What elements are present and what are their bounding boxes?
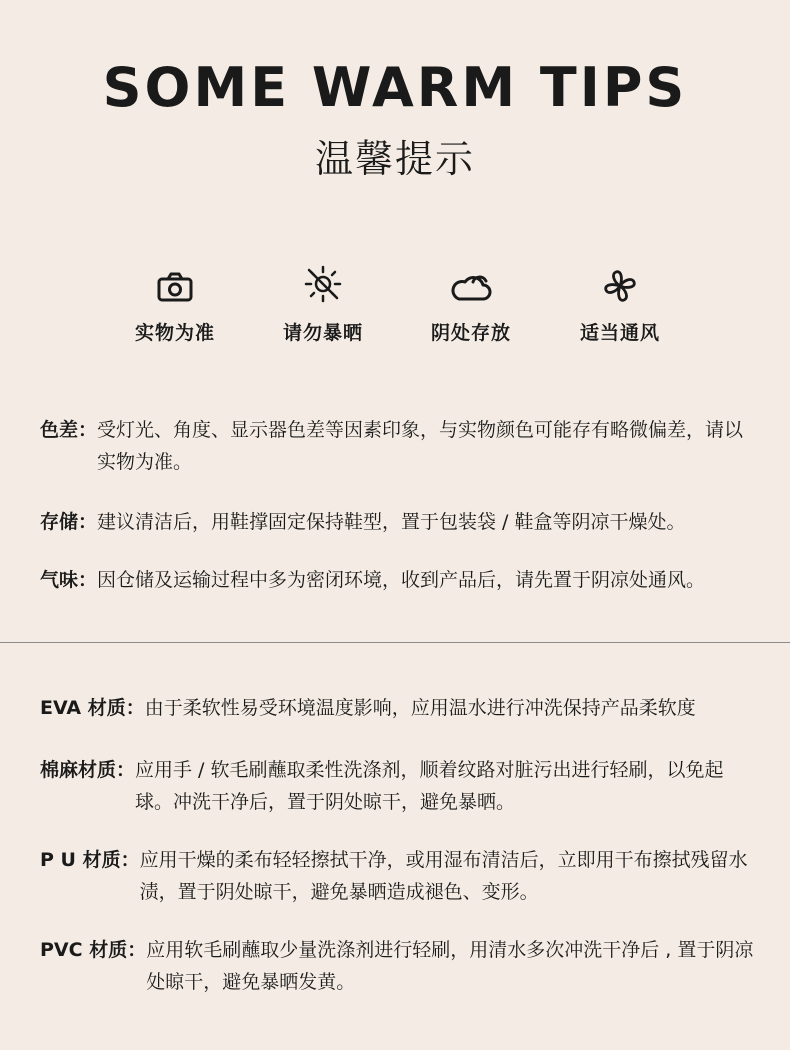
fan-icon: [602, 268, 638, 304]
tip-label: 存储：: [40, 511, 98, 533]
cloud-icon: [448, 270, 494, 304]
icon-label: 实物为准: [134, 322, 215, 344]
material-label: EVA 材质：: [40, 697, 145, 719]
material-label: P U 材质：: [40, 849, 140, 871]
icon-row: [0, 270, 790, 360]
no-sun-icon: [303, 264, 343, 304]
page-subtitle: 温馨提示: [314, 137, 475, 181]
tip-label: 色差：: [40, 419, 98, 441]
material-label: PVC 材质：: [40, 939, 147, 961]
tip-text: 建议清洁后，用鞋撑固定保持鞋型，置于包装袋 / 鞋盒等阴凉干燥处。: [97, 511, 686, 533]
material-pvc: [40, 934, 760, 998]
icon-item-no-sun: [248, 270, 398, 345]
tip-color-diff: [40, 414, 760, 478]
icon-item-real-product: [100, 270, 250, 345]
material-cotton-linen: [40, 754, 760, 818]
material-pu: [40, 844, 760, 908]
material-text: 应用手 / 软毛刷蘸取柔性洗涤剂，顺着纹路对脏污出进行轻刷，以免起球。冲洗干净后，置于阴处晾干，避免暴晒。: [135, 759, 724, 813]
camera-icon: [155, 270, 195, 304]
tip-label: 气味：: [40, 569, 98, 591]
material-eva: [40, 692, 760, 724]
page-title: SOME WARM TIPS: [102, 56, 688, 119]
icon-item-shade-storage: [396, 270, 546, 345]
material-text: 由于柔软性易受环境温度影响，应用温水进行冲洗保持产品柔软度: [144, 697, 696, 719]
tip-text: 因仓储及运输过程中多为密闭环境，收到产品后，请先置于阴凉处通风。: [97, 569, 706, 591]
icon-label: 请勿暴晒: [282, 322, 363, 344]
tip-odor: [40, 564, 760, 596]
tip-text: 受灯光、角度、显示器色差等因素印象，与实物颜色可能存有略微偏差，请以实物为准。: [97, 419, 744, 473]
section-divider: [0, 642, 790, 643]
tips-section: [40, 414, 760, 614]
icon-label: 适当通风: [579, 322, 660, 344]
material-label: 棉麻材质：: [40, 759, 136, 781]
materials-section: [40, 692, 760, 1012]
tip-storage: [40, 506, 760, 538]
material-text: 应用干燥的柔布轻轻擦拭干净，或用湿布清洁后，立即用干布擦拭残留水渍，置于阴处晾干，避免暴晒造成褪色、变形。: [139, 849, 748, 903]
icon-item-ventilate: [545, 270, 695, 345]
icon-label: 阴处存放: [430, 322, 511, 344]
material-text: 应用软毛刷蘸取少量洗涤剂进行轻刷，用清水多次冲洗干净后 , 置于阴凉处晾干，避免暴晒发黄。: [146, 939, 754, 993]
